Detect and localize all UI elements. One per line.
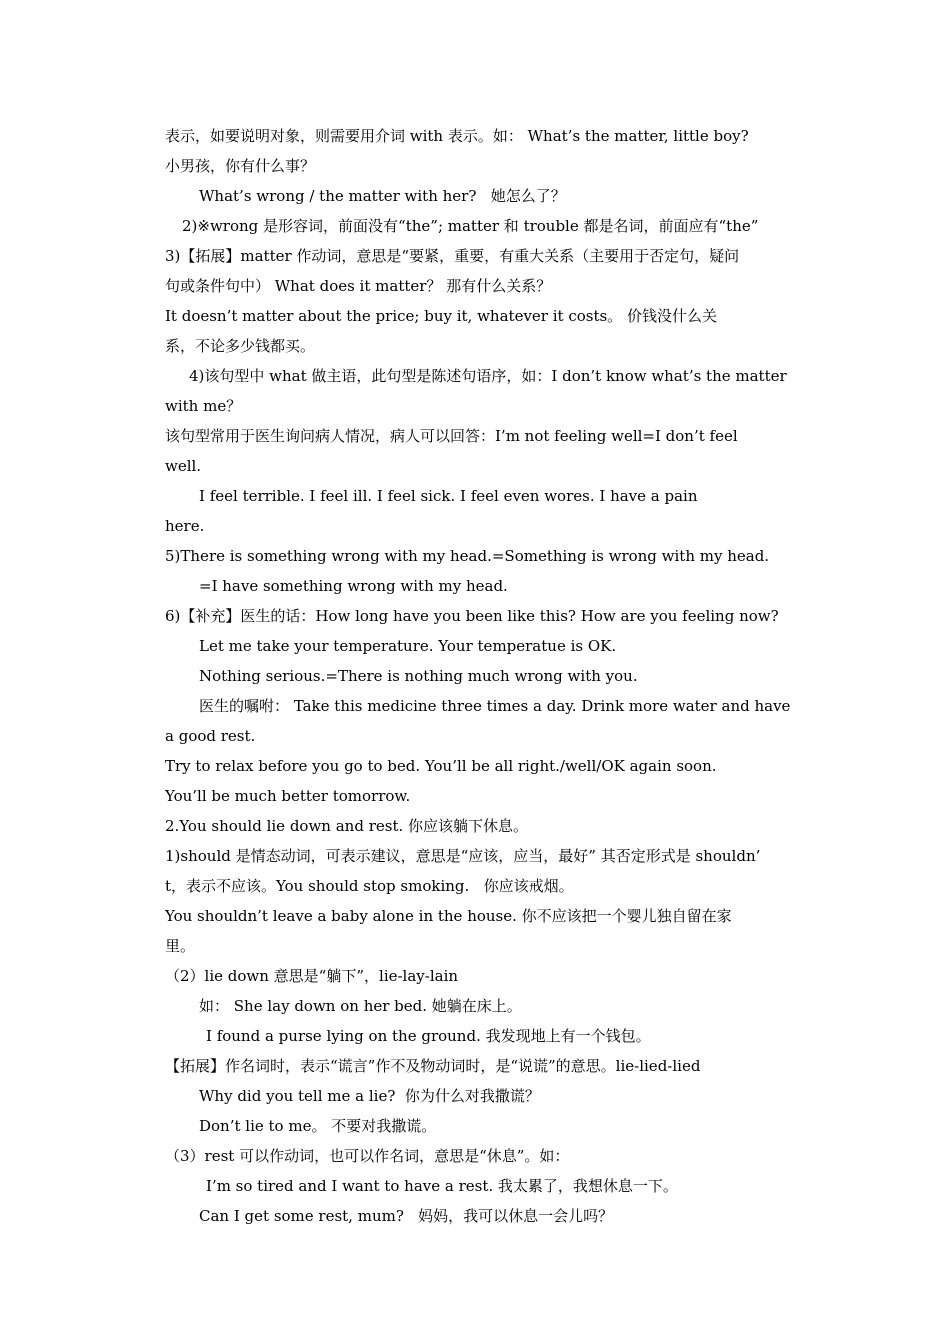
text-line: t，表示不应该。You should stop smoking. 你应该戒烟。 xyxy=(165,877,574,895)
text-line: 4)该句型中 what 做主语，此句型是陈述句语序，如：I don’t know what’s the matter xyxy=(189,367,787,385)
text-line: =I have something wrong with my head. xyxy=(199,577,508,595)
text-line: 6)【补充】医生的话：How long have you been like this? How are you feeling now? xyxy=(165,607,779,625)
text-line: Try to relax before you go to bed. You’ll be all right./well/OK again soon. xyxy=(165,757,717,775)
text-line: here. xyxy=(165,517,205,535)
text-line: Can I get some rest, mum? 妈妈，我可以休息一会儿吗？ xyxy=(199,1207,614,1225)
text-line: Why did you tell me a lie? 你为什么对我撒谎？ xyxy=(199,1087,540,1105)
text-line: 表示，如要说明对象，则需要用介词 with 表示。如： What’s the matter, little boy? xyxy=(165,127,749,145)
text-line: You shouldn’t leave a baby alone in the house. 你不应该把一个婴儿独自留在家 xyxy=(165,907,732,925)
text-line: 句或条件句中） What does it matter？ 那有什么关系？ xyxy=(165,277,552,295)
text-line: 该句型常用于医生询问病人情况，病人可以回答：I’m not feeling well=I don’t feel xyxy=(165,427,738,445)
text-line: Don’t lie to me。 不要对我撒谎。 xyxy=(199,1117,437,1135)
text-line: （2）lie down 意思是“躺下”，lie-lay-lain xyxy=(165,967,459,985)
text-line: 小男孩，你有什么事？ xyxy=(165,157,316,175)
text-line: 【拓展】作名词时，表示“谎言”作不及物动词时，是“说谎”的意思。lie-lied-lied xyxy=(165,1057,701,1075)
text-line: I feel terrible. I feel ill. I feel sick. I feel even wores. I have a pain xyxy=(199,487,698,505)
text-line: 医生的嘱咐： Take this medicine three times a day. Drink more water and have xyxy=(199,697,791,715)
text-line: Let me take your temperature. Your temperatue is OK. xyxy=(199,637,617,655)
text-line: I found a purse lying on the ground. 我发现地上有一个钱包。 xyxy=(206,1027,651,1045)
text-line: 里。 xyxy=(165,937,196,955)
text-line: 1)should 是情态动词，可表示建议，意思是“应该，应当，最好” 其否定形式是 shouldn’ xyxy=(165,847,761,865)
text-line: 如： She lay down on her bed. 她躺在床上。 xyxy=(199,997,522,1015)
text-line: It doesn’t matter about the price; buy it, whatever it costs。 价钱没什么关 xyxy=(165,307,717,325)
document-body xyxy=(165,121,810,1231)
text-line: well. xyxy=(165,457,202,475)
text-line: （3）rest 可以作动词，也可以作名词，意思是“休息”。如： xyxy=(165,1147,570,1165)
text-line: I’m so tired and I want to have a rest. 我太累了，我想休息一下。 xyxy=(206,1177,678,1195)
text-line: 2.You should lie down and rest. 你应该躺下休息。 xyxy=(165,817,529,835)
text-line: 2)※wrong 是形容词，前面没有“the”; matter 和 trouble 都是名词，前面应有“the” xyxy=(182,217,759,235)
text-line: What’s wrong / the matter with her? 她怎么了？ xyxy=(199,187,566,205)
text-line: with me？ xyxy=(165,397,242,415)
text-line: a good rest. xyxy=(165,727,256,745)
text-line: You’ll be much better tomorrow. xyxy=(165,787,411,805)
text-line: 5)There is something wrong with my head.=Something is wrong with my head. xyxy=(165,547,770,565)
text-line: 3)【拓展】matter 作动词，意思是“要紧，重要，有重大关系（主要用于否定句，疑问 xyxy=(165,247,740,265)
text-line: 系，不论多少钱都买。 xyxy=(165,337,316,355)
text-line: Nothing serious.=There is nothing much wrong with you. xyxy=(199,667,638,685)
